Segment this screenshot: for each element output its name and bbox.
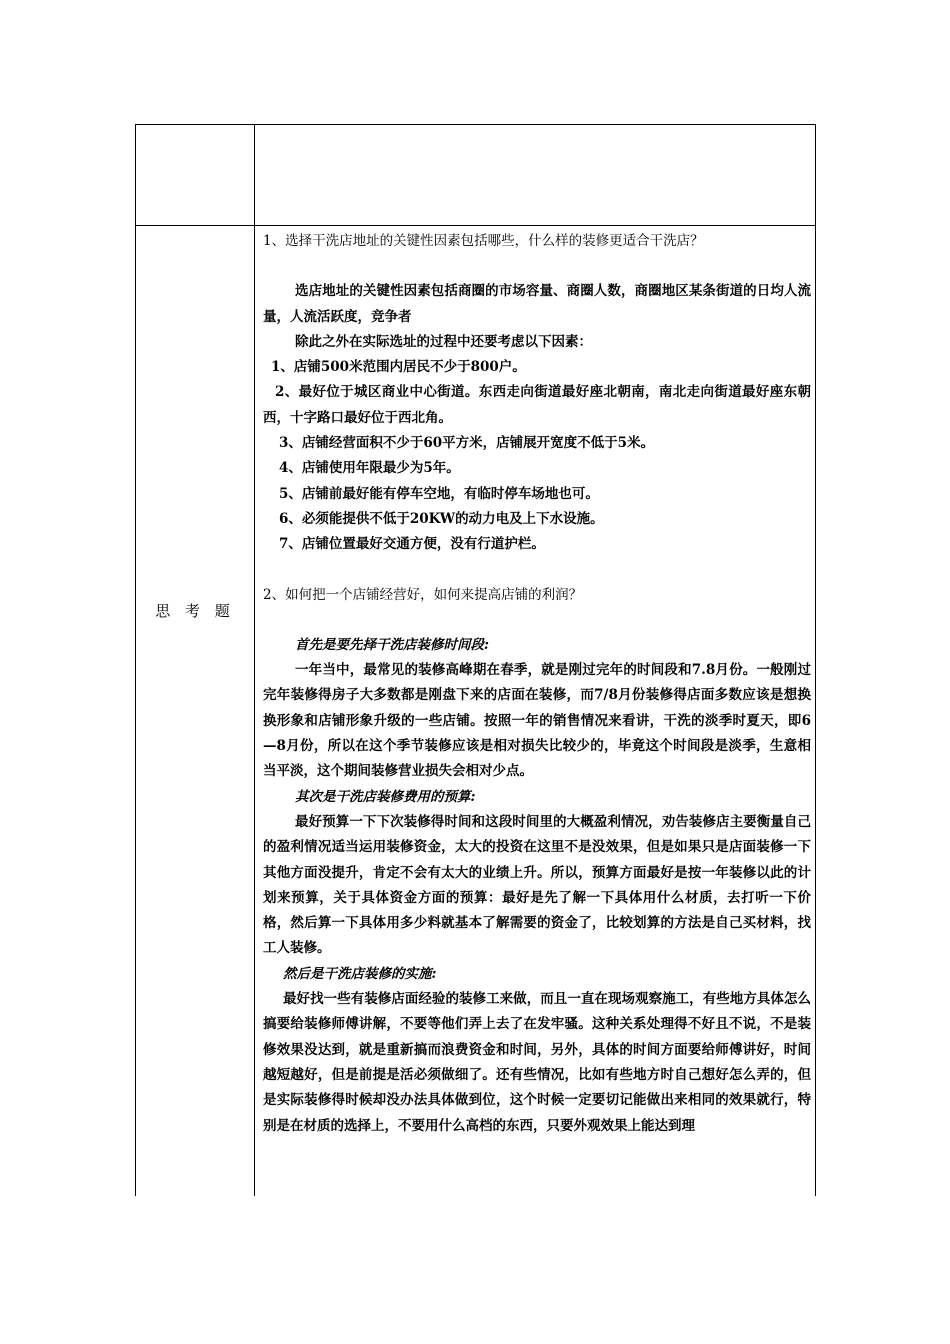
section-1-body: 一年当中，最常见的装修高峰期在春季，就是刚过完年的时间段和7.8月份。一般刚过完年装修得房子大多数都是刚盘下来的店面在装修，而7/8月份装修得店面多数应该是想换换形象和店铺形象升级的一些店铺。按照一年的销售情况来看讲，干洗的淡季时夏天，即6—8月份，所以在这个季节装修应该是相对损失比较少的，毕竟这个时间段是淡季，生意相当平淡，这个期间装修营业损失会相对少点。 bbox=[263, 662, 811, 780]
row-label-thinking-questions: 思 考 题 bbox=[155, 602, 235, 620]
answer-1-item: 1、店铺500米范围内居民不少于800户。 bbox=[271, 359, 526, 376]
answer-1-item: 5、店铺前最好能有停车空地，有临时停车场地也可。 bbox=[279, 485, 599, 502]
section-1-title: 首先是要先择干洗店装修时间段: bbox=[295, 636, 489, 653]
answer-1-item: 6、必须能提供不低于20KW的动力电及上下水设施。 bbox=[279, 510, 604, 527]
answer-1-item: 7、店铺位置最好交通方便，没有行道护栏。 bbox=[279, 536, 545, 553]
answer-1-item: 2、最好位于城区商业中心街道。东西走向街道最好座北朝南，南北走向街道最好座东朝西，十字路口最好位于西北角。 bbox=[263, 384, 811, 426]
section-2-title: 其次是干洗店装修费用的预算: bbox=[295, 788, 476, 805]
section-3-body: 最好找一些有装修店面经验的装修工来做，而且一直在现场观察施工，有些地方具体怎么搞要给装修师傅讲解，不要等他们弄上去了在发牢骚。这种关系处理得不好且不说，不是装修效果没达到，就是重新搞而浪费资金和时间，另外，具体的时间方面要给师傅讲好，时间越短越好，但是前提是活必须做细了。还有些情况，比如有些地方时自己想好怎么弄的，但是实际装修得时候却没办法具体做到位，这个时候一定要切记能做出来相同的效果就行，特别是在材质的选择上，不要用什么高档的东西，只要外观效果上能达到理 bbox=[263, 991, 811, 1134]
answer-1-more: 除此之外在实际选址的过程中还要考虑以下因素： bbox=[295, 333, 592, 350]
answer-1-item: 4、店铺使用年限最少为5年。 bbox=[279, 460, 460, 477]
column-divider bbox=[254, 125, 255, 1196]
question-2: 2、如何把一个店铺经营好，如何来提高店铺的利润？ bbox=[263, 586, 583, 603]
row-divider bbox=[136, 225, 815, 226]
answer-1-item: 3、店铺经营面积不少于60平方米，店铺展开宽度不低于5米。 bbox=[279, 435, 655, 452]
answer-content bbox=[263, 229, 811, 1139]
section-3-title: 然后是干洗店装修的实施: bbox=[283, 965, 437, 982]
answer-1-intro: 选店地址的关键性因素包括商圈的市场容量、商圈人数，商圈地区某条街道的日均人流量，人流活跃度，竞争者 bbox=[263, 283, 811, 325]
question-1: 1、选择干洗店地址的关键性因素包括哪些，什么样的装修更适合干洗店？ bbox=[263, 233, 704, 249]
document-table bbox=[135, 124, 816, 1196]
section-2-body: 最好预算一下下次装修得时间和这段时间里的大概盈利情况，劝告装修店主要衡量自己的盈利情况适当运用装修资金，太大的投资在这里不是没效果，但是如果只是店面装修一下其他方面没提升，肯定不会有太大的业绩上升。所以，预算方面最好是按一年装修以此的计划来预算，关于具体资金方面的预算：最好是先了解一下具体用什么材质，去打听一下价格，然后算一下具体用多少料就基本了解需要的资金了，比较划算的方法是自己买材料，找工人装修。 bbox=[263, 813, 811, 957]
